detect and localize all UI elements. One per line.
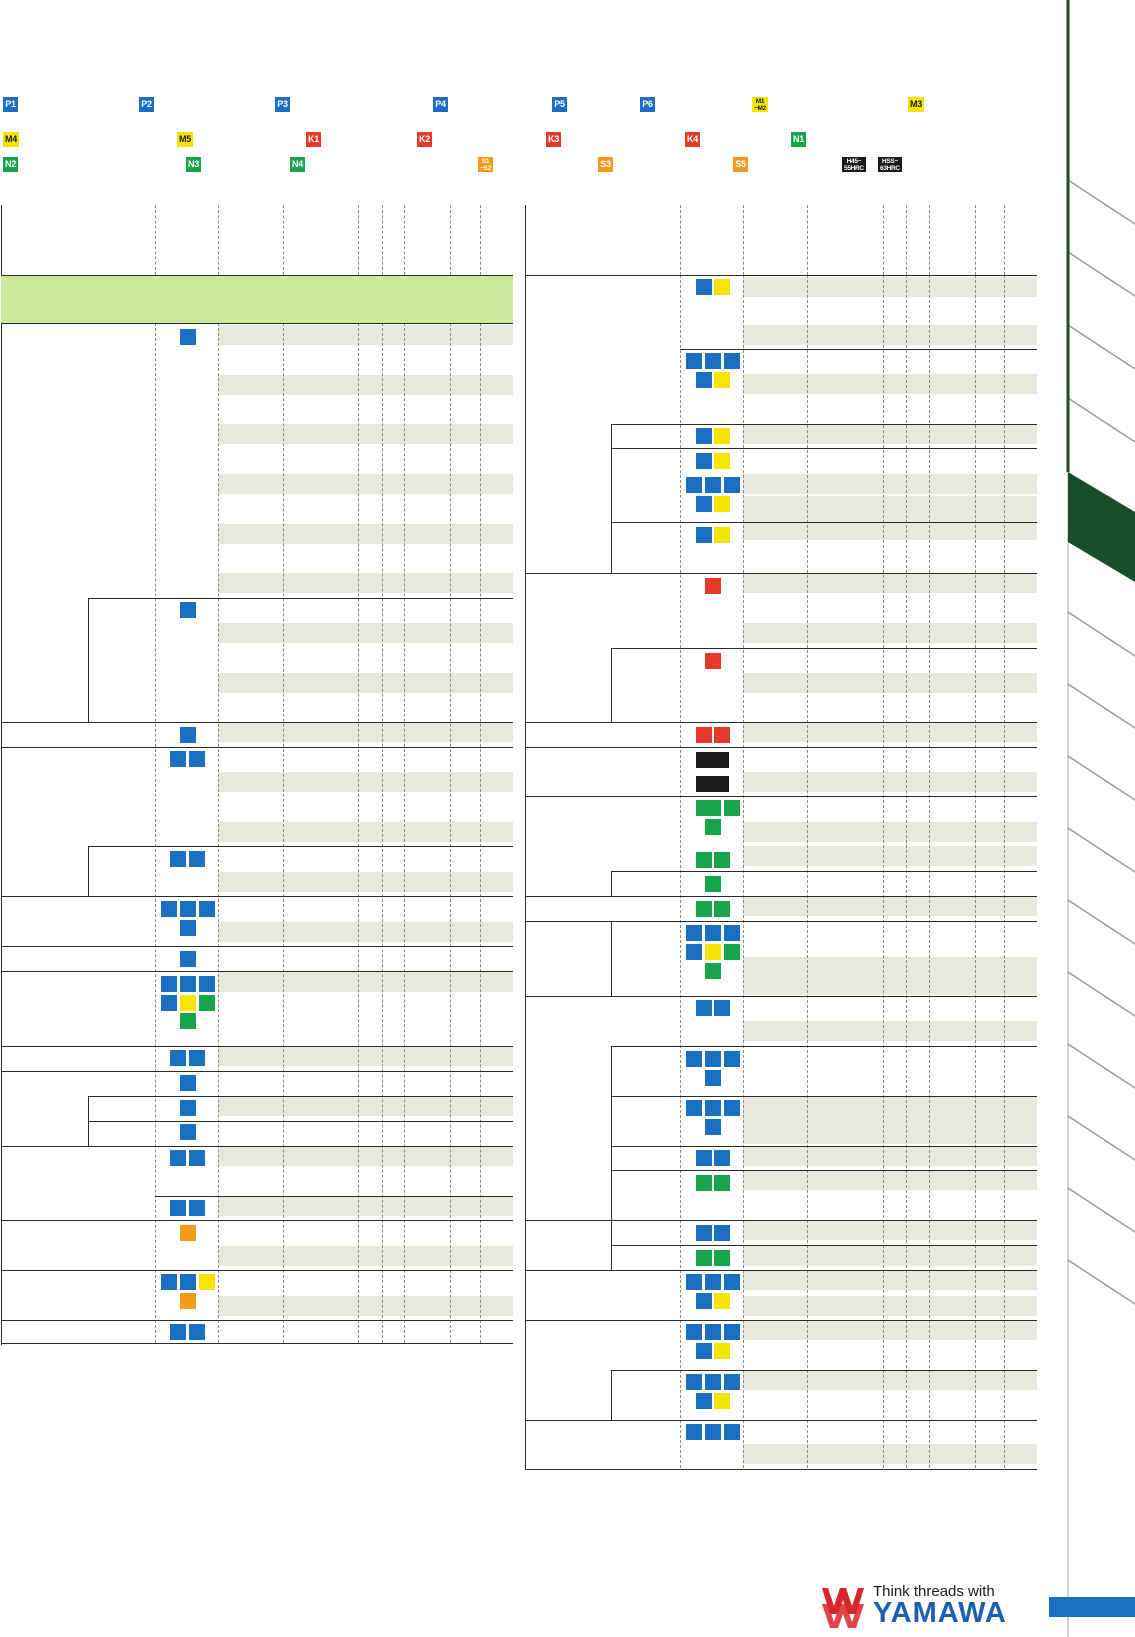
right-row-divider [525, 921, 1037, 922]
badge-s1-s2: S1 ~S2 [478, 157, 493, 172]
right-shaded-row [743, 1220, 1037, 1240]
material-square-yellow [714, 496, 730, 512]
badge-n2: N2 [3, 157, 18, 172]
material-square-blue [696, 1000, 712, 1016]
material-square-green [705, 819, 721, 835]
right-shaded-row [743, 496, 1037, 520]
right-row-divider [525, 722, 1037, 723]
right-shaded-row [743, 623, 1037, 643]
right-row-divider [611, 1096, 1037, 1097]
material-square-green [724, 800, 740, 816]
material-square-blue [705, 477, 721, 493]
yamawa-mark-icon [820, 1584, 866, 1630]
right-shaded-row [743, 957, 1037, 995]
right-header-col-line [929, 205, 930, 275]
badge-hss-63hrc: HSS~ 63HRC [880, 158, 900, 172]
hardened-steel-marker [696, 752, 729, 768]
material-square-blue [696, 1150, 712, 1166]
right-header-col-line [1004, 205, 1005, 275]
right-shaded-row [743, 1146, 1037, 1166]
material-square-blue [696, 453, 712, 469]
right-shaded-row [743, 277, 1037, 297]
right-row-divider [525, 796, 1037, 797]
right-row-divider [525, 896, 1037, 897]
active-section-tab [1068, 472, 1135, 582]
right-shaded-row [743, 1320, 1037, 1340]
section-tab-divider [1068, 1116, 1135, 1160]
right-shaded-row [743, 1296, 1037, 1316]
right-header-col-line [743, 205, 744, 275]
right-row-divider [611, 648, 1037, 649]
badge-k2: K2 [417, 132, 432, 147]
badge-s3: S3 [598, 157, 613, 172]
material-square-blue [686, 1324, 702, 1340]
badge-n3: N3 [186, 157, 201, 172]
material-square-blue [724, 1324, 740, 1340]
material-square-yellow [714, 372, 730, 388]
right-header-col-line [906, 205, 907, 275]
section-tab-divider [1068, 756, 1135, 800]
right-subgroup-line [611, 648, 612, 722]
material-square-blue [686, 1424, 702, 1440]
material-square-yellow [714, 428, 730, 444]
material-square-green [714, 1250, 730, 1266]
material-square-blue [724, 1374, 740, 1390]
badge-m3: M3 [908, 97, 924, 112]
right-row-divider [611, 1245, 1037, 1246]
material-square-blue [714, 1150, 730, 1166]
material-square-blue [696, 1293, 712, 1309]
badge-h45-55hrc: H45~ 55HRC [844, 158, 864, 172]
right-shaded-row [743, 374, 1037, 394]
right-shaded-row [743, 424, 1037, 444]
badge-p6: P6 [640, 97, 655, 112]
right-row-divider [611, 522, 1037, 523]
badge-p3: P3 [275, 97, 290, 112]
material-square-blue [705, 1119, 721, 1135]
material-square-blue [705, 1374, 721, 1390]
right-header-col-line [807, 205, 808, 275]
section-tab-divider [1068, 972, 1135, 1016]
material-square-yellow [714, 279, 730, 295]
right-subgroup-line [611, 871, 612, 896]
right-row-divider [525, 1320, 1037, 1321]
material-square-blue [696, 496, 712, 512]
right-shaded-row [743, 772, 1037, 792]
material-square-blue [724, 353, 740, 369]
right-shaded-row [743, 673, 1037, 693]
material-square-red [714, 727, 730, 743]
right-subgroup-line [611, 1370, 612, 1420]
material-square-green [724, 944, 740, 960]
right-header-col-line [680, 205, 681, 275]
badge-n4: N4 [290, 157, 305, 172]
material-square-blue [705, 1070, 721, 1086]
right-row-divider [611, 871, 1037, 872]
material-square-green [696, 852, 712, 868]
right-row-divider [611, 1370, 1037, 1371]
right-shaded-row [743, 1170, 1037, 1190]
material-square-blue [696, 428, 712, 444]
material-square-blue [705, 353, 721, 369]
material-square-blue [724, 1424, 740, 1440]
right-shaded-row [743, 896, 1037, 916]
material-square-blue [724, 1274, 740, 1290]
material-square-blue [724, 477, 740, 493]
right-subgroup-line [611, 921, 612, 996]
badge-p5: P5 [552, 97, 567, 112]
logo-tagline: Think threads with [873, 1583, 995, 1600]
badge-p2: P2 [139, 97, 154, 112]
right-row-divider [611, 424, 1037, 425]
right-shaded-row [743, 1246, 1037, 1266]
section-tab-divider [1068, 1260, 1135, 1304]
right-row-divider [525, 1220, 1037, 1221]
material-square-blue [705, 1324, 721, 1340]
material-square-blue [696, 1343, 712, 1359]
material-square-yellow [714, 453, 730, 469]
section-tab-divider [1068, 398, 1135, 442]
material-square-yellow [714, 1293, 730, 1309]
material-square-blue [686, 925, 702, 941]
material-square-green [696, 1250, 712, 1266]
section-tab-divider [1068, 684, 1135, 728]
right-row-divider [525, 747, 1037, 748]
material-square-blue [705, 1274, 721, 1290]
badge-m5: M5 [177, 132, 193, 147]
material-square-blue [686, 477, 702, 493]
badge-k1: K1 [306, 132, 321, 147]
material-square-blue [724, 1100, 740, 1116]
material-square-yellow [714, 527, 730, 543]
right-shaded-row [743, 822, 1037, 842]
section-tab-divider [1068, 325, 1135, 369]
material-square-green [705, 963, 721, 979]
right-shaded-row [743, 520, 1037, 540]
material-square-red [696, 727, 712, 743]
material-square-blue [714, 1225, 730, 1241]
material-square-blue [696, 1225, 712, 1241]
material-square-green [714, 901, 730, 917]
material-square-blue [686, 353, 702, 369]
right-shaded-row [743, 1370, 1037, 1390]
right-shaded-row [743, 1444, 1037, 1464]
right-row-divider [611, 448, 1037, 449]
badge-m4: M4 [3, 132, 19, 147]
material-square-blue [696, 1393, 712, 1409]
material-square-green [705, 800, 721, 816]
material-square-yellow [714, 1343, 730, 1359]
right-row-divider [525, 1270, 1037, 1271]
badge-p4: P4 [433, 97, 448, 112]
right-row-divider [525, 1420, 1037, 1421]
section-tab-divider [1068, 252, 1135, 296]
section-tab-strip [1066, 0, 1135, 1637]
right-header-col-line [883, 205, 884, 275]
right-shaded-row [743, 573, 1037, 593]
badge-m1-m2: M1 ~M2 [754, 98, 766, 112]
right-row-divider [611, 1170, 1037, 1171]
material-square-blue [696, 372, 712, 388]
section-tab-divider [1068, 612, 1135, 656]
badge-p1: P1 [3, 97, 18, 112]
right-shaded-row [743, 1270, 1037, 1290]
badge-n1: N1 [791, 132, 806, 147]
badge-s5: S5 [733, 157, 748, 172]
material-square-blue [705, 1424, 721, 1440]
material-square-blue [705, 1100, 721, 1116]
badge-k4: K4 [685, 132, 700, 147]
right-row-divider [680, 349, 1037, 350]
right-shaded-row [743, 325, 1037, 345]
material-square-green [714, 852, 730, 868]
material-square-yellow [705, 944, 721, 960]
material-square-blue [696, 279, 712, 295]
material-square-blue [686, 1274, 702, 1290]
badge-k3: K3 [546, 132, 561, 147]
material-square-blue [705, 925, 721, 941]
section-tab-divider [1068, 1188, 1135, 1232]
right-shaded-row [743, 722, 1037, 742]
material-square-blue [724, 1051, 740, 1067]
right-subgroup-line [611, 424, 612, 574]
hardened-steel-marker [696, 776, 729, 792]
right-shaded-row [743, 1096, 1037, 1144]
right-row-divider [611, 1146, 1037, 1147]
material-square-blue [705, 1051, 721, 1067]
right-subgroup-line [611, 1046, 612, 1220]
material-square-green [696, 901, 712, 917]
material-square-blue [724, 925, 740, 941]
material-square-green [705, 876, 721, 892]
material-square-blue [696, 527, 712, 543]
section-tab-divider [1068, 1044, 1135, 1088]
right-shaded-row [743, 846, 1037, 866]
material-square-green [714, 1175, 730, 1191]
yamawa-logo [820, 1582, 1020, 1632]
section-tab-divider [1068, 828, 1135, 872]
footer-accent-bar [1049, 1597, 1135, 1617]
right-subgroup-line [611, 1220, 612, 1270]
right-shaded-row [743, 474, 1037, 494]
right-header-col-line [975, 205, 976, 275]
material-square-red [705, 578, 721, 594]
material-square-blue [686, 944, 702, 960]
right-row-divider [525, 996, 1037, 997]
right-row-divider [525, 275, 1037, 276]
material-square-blue [686, 1374, 702, 1390]
logo-brand: YAMAWA [873, 1597, 1007, 1629]
material-square-blue [686, 1100, 702, 1116]
right-row-divider [525, 573, 1037, 574]
material-square-blue [714, 1000, 730, 1016]
right-row-divider [525, 1469, 1037, 1470]
material-square-red [705, 653, 721, 669]
section-tab-divider [1068, 900, 1135, 944]
material-square-yellow [714, 1393, 730, 1409]
material-square-green [696, 1175, 712, 1191]
right-table-border [525, 205, 526, 1470]
section-tab-divider [1068, 180, 1135, 224]
right-row-divider [611, 1046, 1037, 1047]
right-shaded-row [743, 1021, 1037, 1041]
material-square-blue [686, 1051, 702, 1067]
